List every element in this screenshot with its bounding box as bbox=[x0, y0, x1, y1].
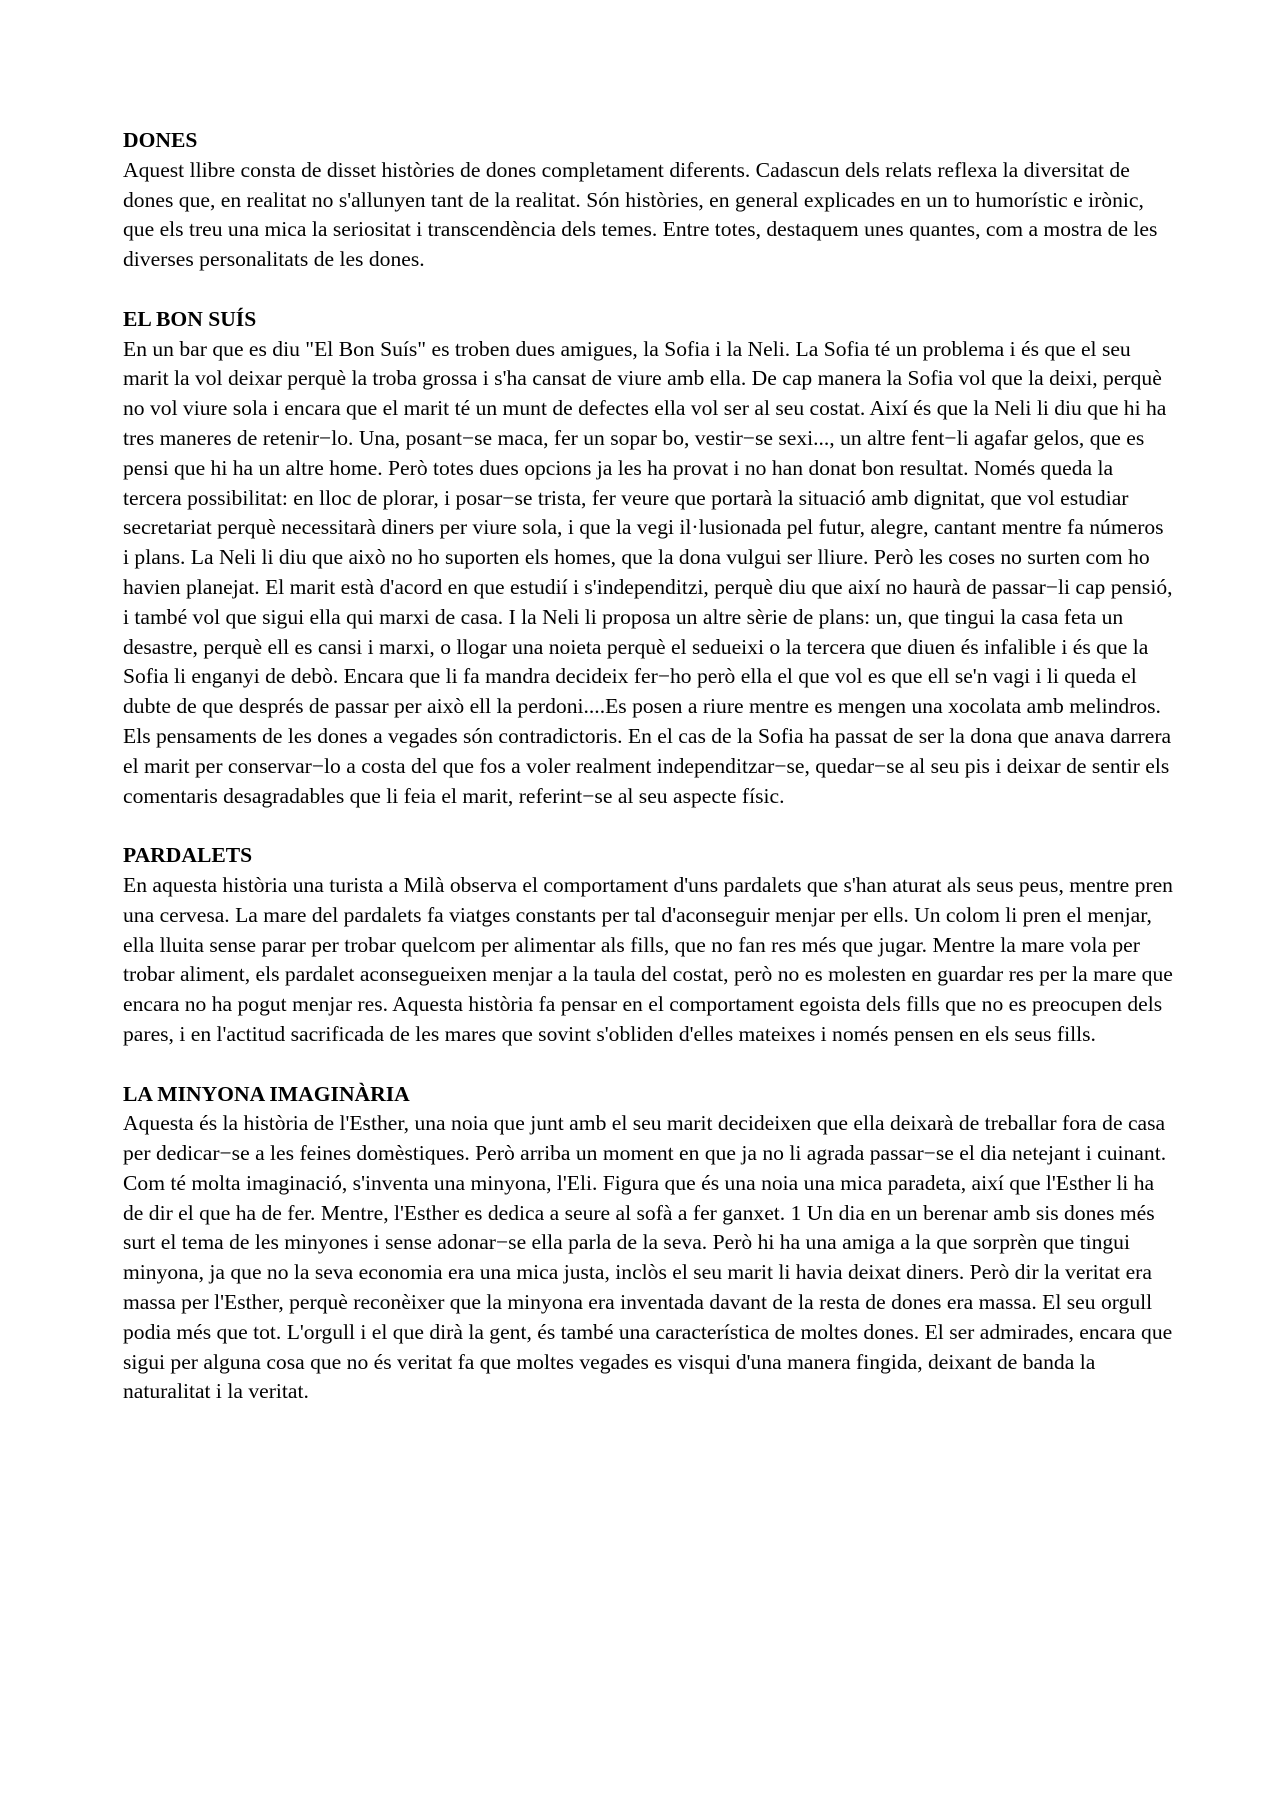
section-body: En un bar que es diu "El Bon Suís" es troben dues amigues, la Sofia i la Neli. La Sofia té un problema i és que el seu marit la vol deixar perquè la troba grossa i s'ha cansat de viure amb ella. De cap manera la Sofia vol que la deixi, perquè no vol viure sola i encara que el marit té un munt de defectes ella vol ser al seu costat. Així és que la Neli li diu que hi ha tres maneres de retenir−lo. Una, posant−se maca, fer un sopar bo, vestir−se sexi..., un altre fent−li agafar gelos, que es pensi que hi ha un altre home. Però totes dues opcions ja les ha provat i no han donat bon resultat. Només queda la tercera possibilitat: en lloc de plorar, i posar−se trista, fer veure que portarà la situació amb dignitat, que vol estudiar secretariat perquè necessitarà diners per viure sola, i que la vegi il·lusionada pel futur, alegre, cantant mentre fa números i plans. La Neli li diu que això no ho suporten els homes, que la dona vulgui ser lliure. Però les coses no surten com ho havien planejat. El marit està d'acord en que estudií i s'independitzi, perquè diu que així no haurà de passar−li cap pensió, i també vol que sigui ella qui marxi de casa. I la Neli li proposa un altre sèrie de plans: un, que tingui la casa feta un desastre, perquè ell es cansi i marxi, o llogar una noieta perquè el sedueixi o la tercera que diuen és infalible i és que la Sofia li enganyi de debò. Encara que li fa mandra decideix fer−ho però ella el que vol es que ell se'n vagi i li queda el dubte de que després de passar per això ell la perdoni....Es posen a riure mentre es mengen una xocolata amb melindros. Els pensaments de les dones a vegades són contradictoris. En el cas de la Sofia ha passat de ser la dona que anava darrera el marit per conservar−lo a costa del que fos a voler realment independitzar−se, quedar−se al seu pis i deixar de sentir els comentaris desagradables que li feia el marit, referint−se al seu aspecte físic. bbox=[123, 336, 1173, 808]
document-page bbox=[123, 126, 1173, 1437]
section-body: En aquesta història una turista a Milà observa el comportament d'uns pardalets que s'han aturat als seus peus, mentre pren una cervesa. La mare del pardalets fa viatges constants per tal d'aconseguir menjar per ells. Un colom li pren el menjar, ella lluita sense parar per trobar quelcom per alimentar als fills, que no fan res més que jugar. Mentre la mare vola per trobar aliment, els pardalet aconsegueixen menjar a la taula del costat, però no es molesten en guardar res per la mare que encara no ha pogut menjar res. Aquesta història fa pensar en el comportament egoista dels fills que no es preocupen dels pares, i en l'actitud sacrificada de les mares que sovint s'obliden d'elles mateixes i només pensen en els seus fills. bbox=[123, 872, 1173, 1046]
section-el-bon-suis bbox=[123, 305, 1173, 812]
section-body: Aquesta és la història de l'Esther, una noia que junt amb el seu marit decideixen que ella deixarà de treballar fora de casa per dedicar−se a les feines domèstiques. Però arriba un moment en que ja no li agrada passar−se el dia netejant i cuinant. Com té molta imaginació, s'inventa una minyona, l'Eli. Figura que és una noia una mica paradeta, així que l'Esther li ha de dir el que ha de fer. Mentre, l'Esther es dedica a seure al sofà a fer ganxet. 1 Un dia en un berenar amb sis dones més surt el tema de les minyones i sense adonar−se ella parla de la seva. Però hi ha una amiga a la que sorprèn que tingui minyona, ja que no la seva economia era una mica justa, inclòs el seu marit li havia deixat diners. Però dir la veritat era massa per l'Esther, perquè reconèixer que la minyona era inventada davant de la resta de dones era massa. El seu orgull podia més que tot. L'orgull i el que dirà la gent, és també una característica de moltes dones. El ser admirades, encara que sigui per alguna cosa que no és veritat fa que moltes vegades es visqui d'una manera fingida, deixant de banda la naturalitat i la veritat. bbox=[123, 1111, 1173, 1404]
section-title: EL BON SUÍS bbox=[123, 306, 257, 331]
section-title: PARDALETS bbox=[123, 843, 253, 868]
section-title: DONES bbox=[123, 128, 198, 152]
section-la-minyona-imaginaria bbox=[123, 1080, 1173, 1408]
section-title: LA MINYONA IMAGINÀRIA bbox=[123, 1081, 410, 1106]
section-pardalets bbox=[123, 841, 1173, 1050]
section-dones bbox=[123, 126, 1173, 275]
section-body: Aquest llibre consta de disset històries de dones completament diferents. Cadascun dels relats reflexa la diversitat de dones que, en realitat no s'allunyen tant de la realitat. Són històries, en general explicades en un to humorístic e irònic, que els treu una mica la seriositat i transcendència dels temes. Entre totes, destaquem unes quantes, com a mostra de les diverses personalitats de les dones. bbox=[123, 157, 1158, 272]
